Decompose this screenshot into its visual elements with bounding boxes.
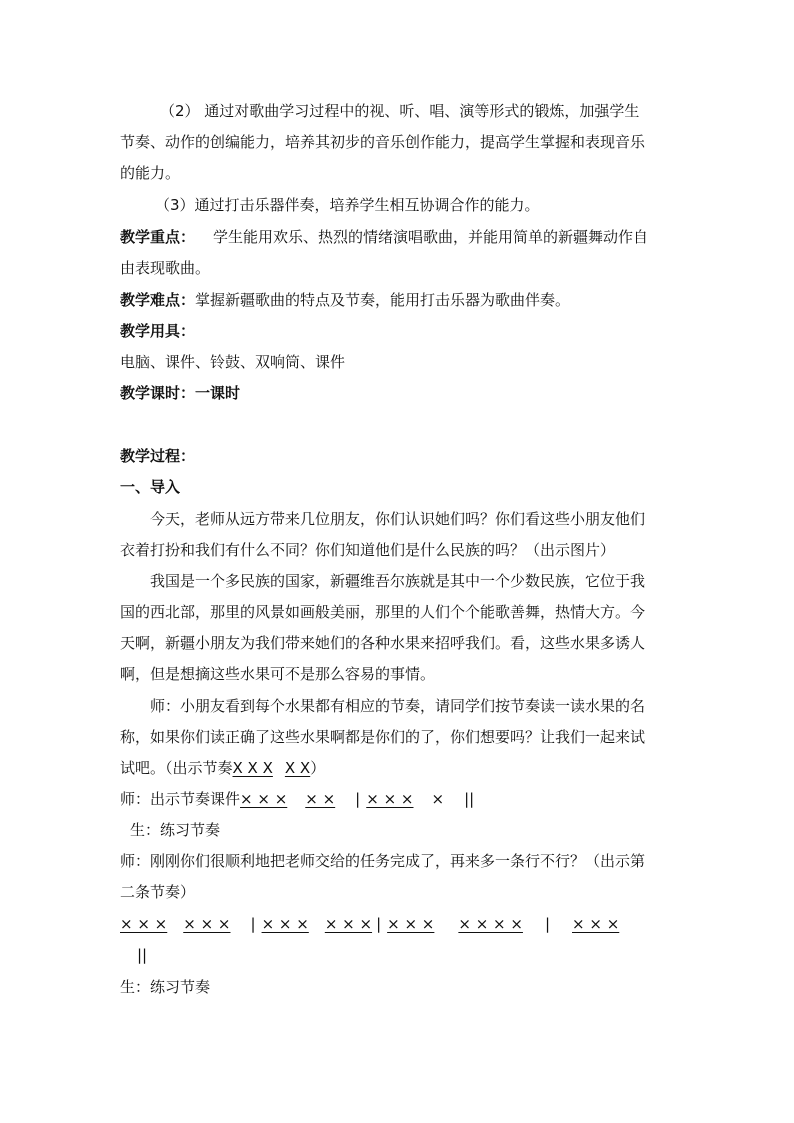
rhythm-2-bar-3: | (544, 915, 551, 933)
student-practice-1: 生：练习节奏 (130, 821, 221, 839)
rhythm-1-group-1: × × × (240, 790, 288, 808)
key-points-label: 教学重点： (120, 228, 196, 246)
goal-3: （3）通过打击乐器伴奏，培养学生相互协调合作的能力。 (155, 196, 540, 214)
rhythm-line-2 (120, 913, 619, 935)
difficulties-text: 掌握新疆歌曲的特点及节奏，能用打击乐器为歌曲伴奏。 (195, 291, 571, 309)
teacher-para-1-line-1: 师：小朋友看到每个水果都有相应的节奏，请同学们按节奏读一读水果的名 (150, 697, 646, 715)
teacher-para-3-line-1: 师：刚刚你们很顺利地把老师交给的任务完成了，再来多一条行不行？（出示第 (120, 852, 646, 870)
lesson-hours-label: 教学课时： (120, 384, 196, 402)
rhythm-b: X X (284, 759, 311, 777)
teacher-para-3-line-2: 二条节奏） (120, 883, 196, 901)
intro-para-2-line-1: 我国是一个多民族的国家，新疆维吾尔族就是其中一个少数民族，它位于我 (150, 572, 646, 590)
key-points-text-2: 由表现歌曲。 (120, 259, 211, 277)
teacher-para-1-line-2: 称，如果你们读正确了这些水果啊都是你们的了，你们想要吗？让我们一起来试 (120, 728, 646, 746)
goal-2-line-1: （2） 通过对歌曲学习过程中的视、听、唱、演等形式的锻炼，加强学生 (160, 102, 640, 120)
rhythm-2-group-3: × × × (261, 915, 309, 933)
rhythm-1-group-3: × × × (366, 790, 414, 808)
tools-text: 电脑、课件、铃鼓、双响筒、课件 (120, 353, 346, 371)
rhythm-2-group-7: × × × (572, 915, 620, 933)
rhythm-a: X X X (232, 759, 273, 777)
lesson-hours-text: 一课时 (195, 384, 241, 402)
student-practice-2: 生：练习节奏 (120, 978, 211, 996)
intro-para-1-line-2: 衣着打扮和我们有什么不同？你们知道他们是什么民族的吗？（出示图片） (120, 541, 616, 559)
process-heading: 教学过程： (120, 447, 196, 465)
section-heading-intro: 一、导入 (120, 478, 181, 496)
rhythm-2-bar-1: | (250, 915, 256, 933)
teacher-para-1-suffix: ） (310, 759, 326, 777)
intro-para-1-line-1: 今天，老师从远方带来几位朋友，你们认识她们吗？你们看这些小朋友他们 (150, 510, 646, 528)
rhythm-2-group-5: × × × (387, 915, 435, 933)
rhythm-1-group-2: × × (305, 790, 336, 808)
rhythm-2-bar-2: | (376, 915, 382, 933)
tools-label: 教学用具： (120, 322, 196, 340)
lesson-hours-line (120, 382, 240, 404)
difficulties-label: 教学难点： (120, 291, 196, 309)
rhythm-1-end: || (464, 790, 475, 808)
rhythm-line-2-end: || (137, 946, 148, 964)
intro-para-2-line-3: 天啊，新疆小朋友为我们带来她们的各种水果来招呼我们。看，这些水果多诱人 (120, 634, 646, 652)
rhythm-line-1 (120, 788, 474, 810)
rhythm-2-group-6: × × × × (458, 915, 523, 933)
intro-para-2-line-4: 啊，但是想摘这些水果可不是那么容易的事情。 (120, 665, 436, 683)
goal-2-line-2: 节奏、动作的创编能力，培养其初步的音乐创作能力，提高学生掌握和表现音乐 (120, 133, 646, 151)
intro-para-2-line-2: 国的西北部，那里的风景如画般美丽，那里的人们个个能歌善舞，热情大方。今 (120, 603, 646, 621)
rhythm-1-bar: | (355, 790, 361, 808)
rhythm-1-group-4: × (431, 790, 445, 808)
rhythm-2-group-1: × × × (120, 915, 168, 933)
key-points-text-1: 学生能用欢乐、热烈的情绪演唱歌曲，并能用简单的新疆舞动作自 (213, 228, 649, 246)
key-points-line-1 (120, 226, 648, 248)
difficulties-line (120, 289, 570, 311)
rhythm-2-group-2: × × × (183, 915, 231, 933)
goal-2-line-3: 的能力。 (120, 164, 181, 182)
teacher-para-1-line-3 (120, 757, 325, 779)
rhythm-2-group-4: × × × (324, 915, 373, 933)
teacher-show-rhythm: 师：出示节奏课件 (120, 790, 241, 808)
teacher-para-1-prefix: 试吧。（出示节奏 (120, 759, 233, 777)
